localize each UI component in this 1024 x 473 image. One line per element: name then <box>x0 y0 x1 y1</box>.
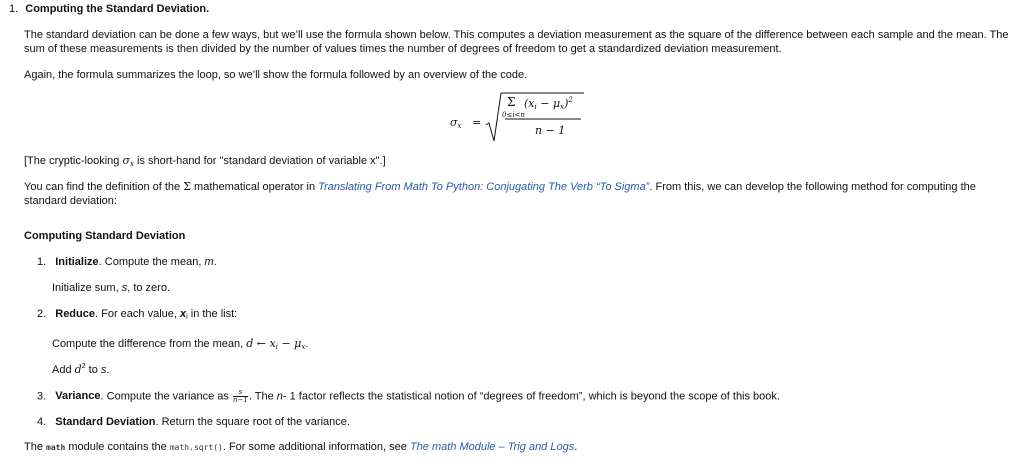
sqrt-code: math.sqrt() <box>169 443 223 452</box>
variance-fraction: $\frac{s}{n-1}$ <box>232 388 248 404</box>
sigma-symbol: Σ <box>183 180 191 193</box>
section-number: 1. <box>9 3 19 15</box>
formula-equals: = <box>472 116 482 129</box>
again-paragraph: Again, the formula summarizes the loop, so we’ll show the formula followed by an overview of the code. <box>24 69 528 81</box>
step-3: 3. Variance. Compute the variance as $\frac{s}{n-1}$ . The n- 1 factor reflects the statistical notion of “degrees of freedom”, which is beyond the scope of this book. <box>37 388 780 404</box>
formula-numerator: $(x_i - \mu_x)^2$ <box>524 96 573 111</box>
cryptic-note: [The cryptic-looking $\sigma_x$ is short-hand for "standard deviation of variable x".] <box>24 154 386 168</box>
section-title: Computing the Standard Deviation. <box>25 3 210 15</box>
definition-paragraph: You can find the definition of the Σ mathematical operator in Translating From Math To Python: Conjugating The Verb “To Sigma”. From this, we can develop the following method for computing the standard deviation: <box>24 180 976 207</box>
step-2: 2. Reduce. For each value, $x_i$ in the list: <box>37 308 238 321</box>
algorithm-title: Computing Standard Deviation <box>24 230 186 242</box>
step-1-sub: Initialize sum, s, to zero. <box>52 282 170 294</box>
sum-symbol: Σ <box>507 95 516 109</box>
step-1: 1. Initialize. Compute the mean, m. <box>37 256 217 268</box>
section-heading <box>9 3 209 15</box>
sigma-link[interactable]: Translating From Math To Python: Conjugating The Verb “To Sigma” <box>318 181 650 193</box>
math-module-code: math <box>46 443 66 452</box>
intro-paragraph: The standard deviation can be done a few ways, but we’ll use the formula shown below. This computes a deviation measurement as the square of the difference between each sample and the mean. The sum of these measurements is then divided by the number of values times the number of degrees of freedom to get a standardized deviation measurement. <box>24 29 1009 55</box>
step-4: 4. Standard Deviation. Return the square root of the variance. <box>37 416 350 428</box>
formula-denominator: n − 1 <box>535 124 566 137</box>
footer-paragraph: The math module contains the math.sqrt(). For some additional information, see The math Module – Trig and Logs. <box>24 441 578 453</box>
sum-range: 0≤i<n <box>502 111 525 119</box>
std-dev-formula <box>440 89 600 145</box>
math-module-link[interactable]: The math Module – Trig and Logs <box>409 441 575 453</box>
step-2a: Compute the difference from the mean, d ← $x_i - \mu_x$. <box>52 337 309 351</box>
step-2b: Add $d^2$ to s. <box>52 363 110 376</box>
formula-lhs: $\sigma_x$ <box>450 116 462 130</box>
